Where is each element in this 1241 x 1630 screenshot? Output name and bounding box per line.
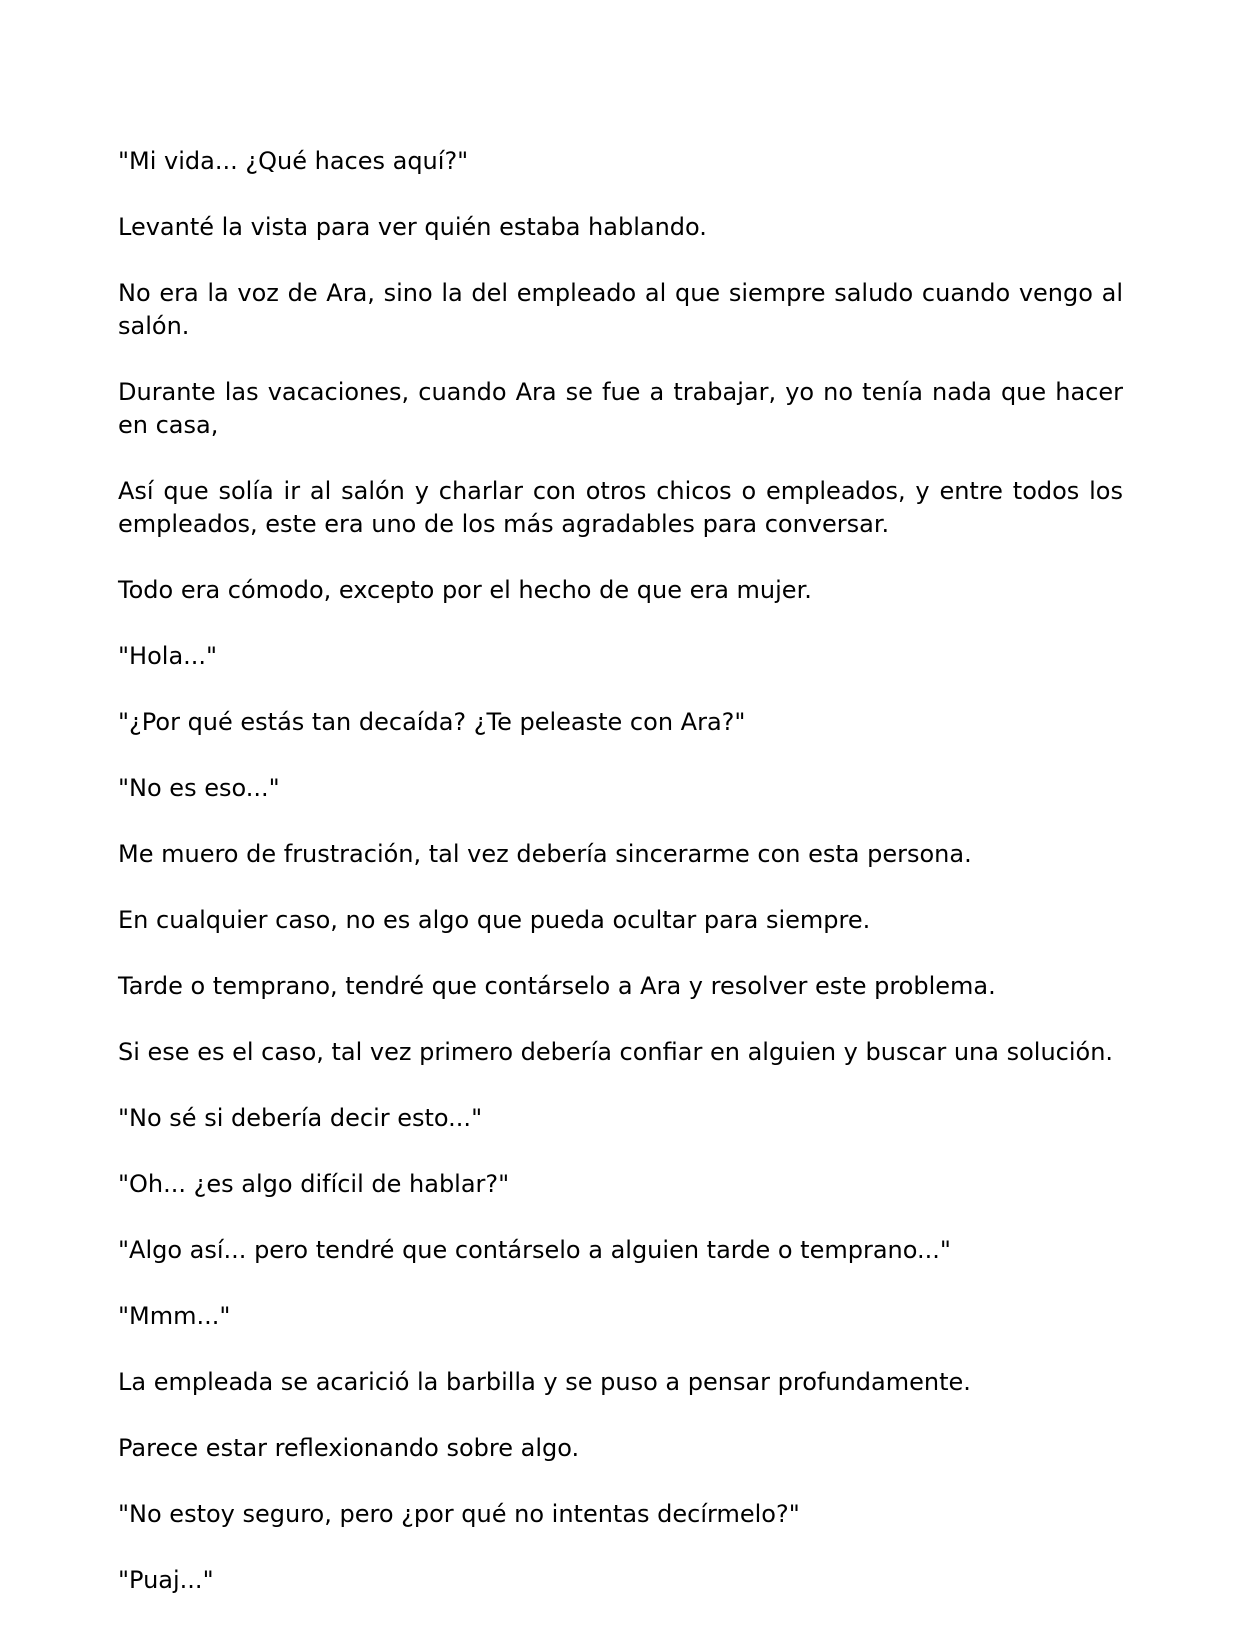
paragraph: Parece estar reflexionando sobre algo. [118,1434,580,1462]
paragraph: "¿Por qué estás tan decaída? ¿Te peleaste con Ara?" [118,708,746,736]
paragraph: Todo era cómodo, excepto por el hecho de que era mujer. [118,576,812,604]
body-text [118,145,1123,1630]
paragraph: "Puaj..." [118,1566,214,1594]
paragraph: "No estoy seguro, pero ¿por qué no intentas decírmelo?" [118,1500,800,1528]
paragraph: Me muero de frustración, tal vez debería sincerarme con esta persona. [118,840,972,868]
paragraph: "Hola..." [118,642,218,670]
paragraph: "No sé si debería decir esto..." [118,1104,483,1132]
paragraph: "No es eso..." [118,774,280,802]
paragraph: En cualquier caso, no es algo que pueda ocultar para siempre. [118,906,871,934]
paragraph: "Algo así... pero tendré que contárselo a alguien tarde o temprano..." [118,1236,951,1264]
paragraph: La empleada se acarició la barbilla y se puso a pensar profundamente. [118,1368,971,1396]
paragraph: No era la voz de Ara, sino la del empleado al que siempre saludo cuando vengo al salón. [118,279,1123,340]
paragraph: Así que solía ir al salón y charlar con otros chicos o empleados, y entre todos los empleados, este era uno de los más agradables para conversar. [118,477,1123,538]
paragraph: Tarde o temprano, tendré que contárselo a Ara y resolver este problema. [118,972,996,1000]
paragraph: "Mi vida... ¿Qué haces aquí?" [118,147,469,175]
paragraph: "Oh... ¿es algo difícil de hablar?" [118,1170,510,1198]
paragraph: Levanté la vista para ver quién estaba hablando. [118,213,707,241]
paragraph: "Mmm..." [118,1302,231,1330]
paragraph: Durante las vacaciones, cuando Ara se fue a trabajar, yo no tenía nada que hacer en casa, [118,378,1123,439]
paragraph: Si ese es el caso, tal vez primero debería confiar en alguien y buscar una solución. [118,1038,1114,1066]
